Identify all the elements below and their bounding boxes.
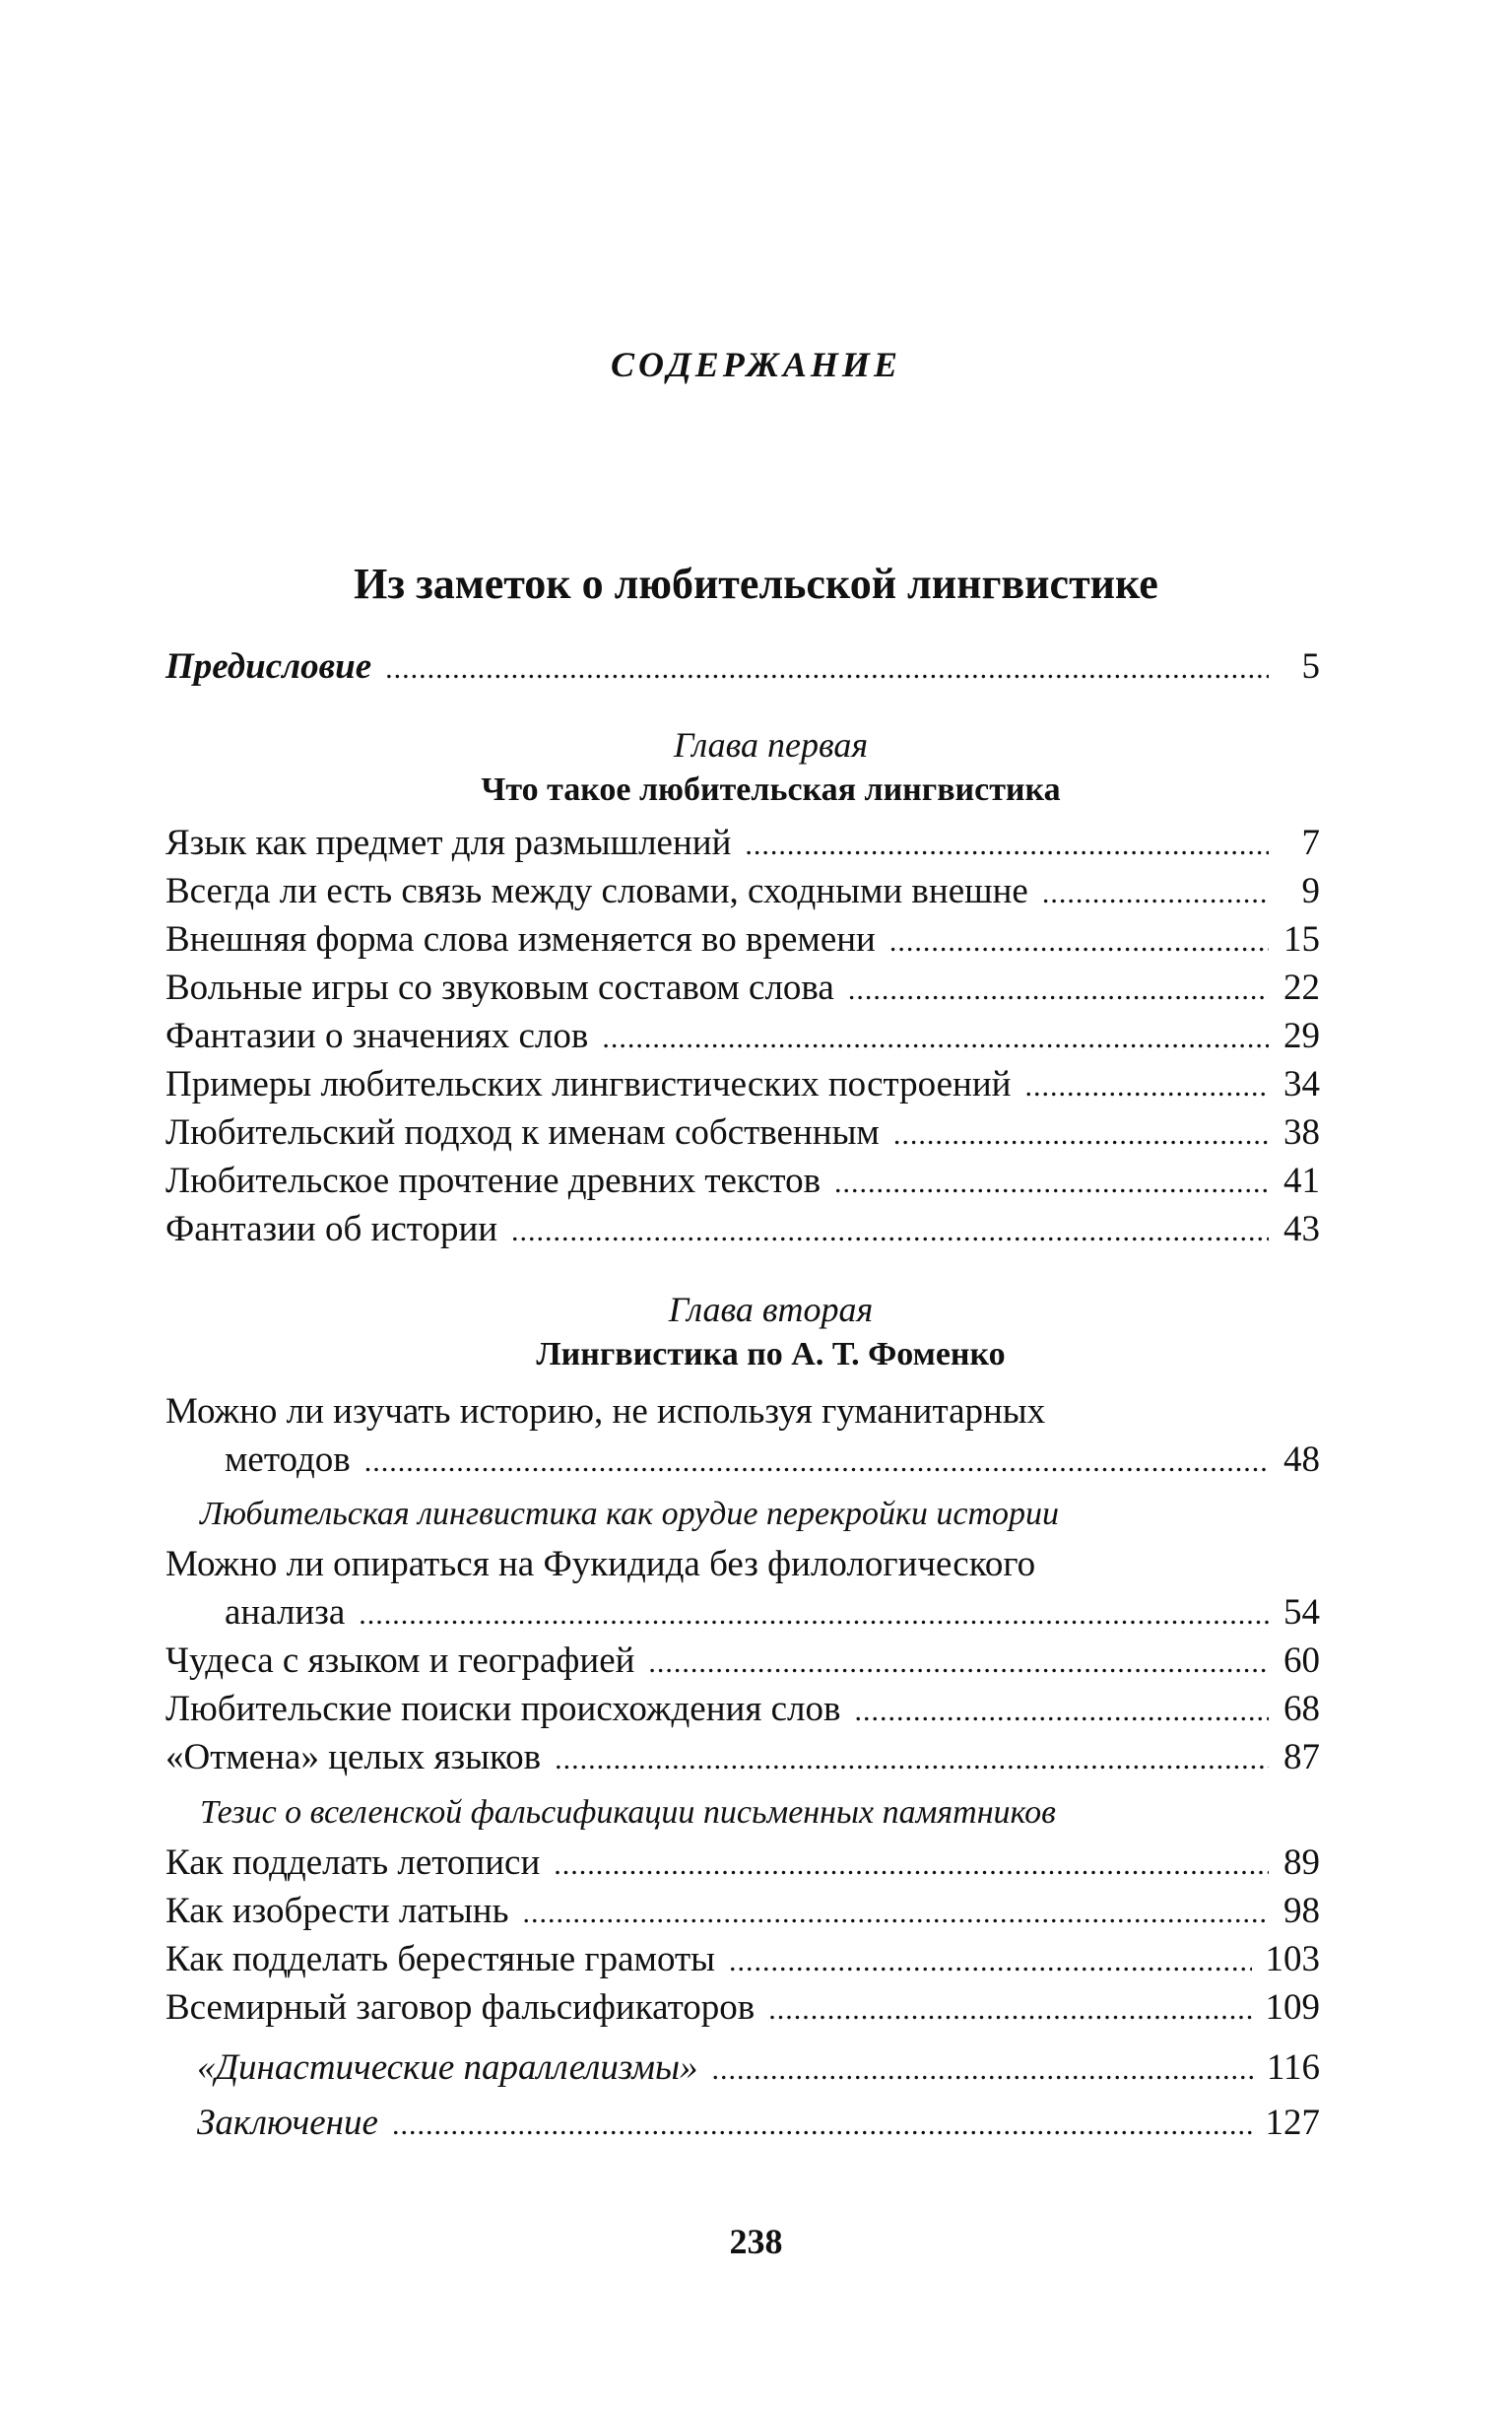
toc-entry-title: Примеры любительских лингвистических построений bbox=[165, 1064, 1012, 1104]
toc-entry-title-line-1: Можно ли опираться на Фукидида без филологического bbox=[165, 1544, 1036, 1584]
chapter-label: Глава первая bbox=[673, 725, 869, 765]
dot-leader bbox=[555, 1735, 1269, 1783]
toc-page-number: 60 bbox=[1283, 1640, 1320, 1681]
book-title: Из заметок о любительской лингвистике bbox=[354, 560, 1158, 608]
toc-page-number: 98 bbox=[1283, 1891, 1320, 1931]
toc-entry-title: Как подделать берестяные грамоты bbox=[165, 1939, 715, 1979]
toc-entry-title: Всегда ли есть связь между словами, сходными внешне bbox=[165, 871, 1028, 911]
toc-page-number: 41 bbox=[1283, 1161, 1320, 1201]
toc-entry-title: Как изобрести латынь bbox=[165, 1891, 509, 1931]
toc-page-number: 48 bbox=[1283, 1439, 1320, 1480]
dot-leader bbox=[712, 2045, 1253, 2094]
dot-leader bbox=[729, 1937, 1252, 1985]
dot-leader bbox=[893, 1110, 1269, 1159]
page-number: 238 bbox=[729, 2222, 783, 2261]
dot-leader bbox=[522, 1889, 1269, 1937]
dot-leader bbox=[511, 1207, 1269, 1255]
toc-page-number: 22 bbox=[1283, 968, 1320, 1008]
dot-leader bbox=[392, 2101, 1252, 2149]
toc-page-number: 116 bbox=[1266, 2047, 1320, 2088]
toc-entry[interactable] bbox=[165, 1637, 1320, 1685]
toc-entry-title: Вольные игры со звуковым составом слова bbox=[165, 968, 834, 1008]
toc-entry-title: Фантазии о значениях слов bbox=[165, 1016, 589, 1056]
toc-page-number: 29 bbox=[1283, 1016, 1320, 1056]
toc-entry-title: Как подделать летописи bbox=[165, 1842, 541, 1883]
toc-entry[interactable] bbox=[165, 1157, 1320, 1205]
section-heading: Любительская лингвистика как орудие перекройки истории bbox=[200, 1496, 1060, 1532]
dot-leader bbox=[848, 966, 1269, 1014]
dot-leader bbox=[364, 1438, 1269, 1486]
dot-leader bbox=[889, 917, 1269, 966]
toc-entry[interactable] bbox=[165, 1205, 1320, 1253]
toc-entry[interactable] bbox=[165, 1887, 1320, 1935]
toc-entry-title-line-1: Можно ли изучать историю, не используя гуманитарных bbox=[165, 1391, 1046, 1432]
toc-page-number: 38 bbox=[1283, 1112, 1320, 1153]
toc-entry[interactable] bbox=[165, 1012, 1320, 1060]
toc-page-number: 103 bbox=[1265, 1939, 1320, 1979]
toc-page-number: 68 bbox=[1283, 1689, 1320, 1729]
dot-leader bbox=[602, 1014, 1269, 1062]
toc-entry-title: Фантазии об истории bbox=[165, 1209, 498, 1249]
toc-entry-title: Язык как предмет для размышлений bbox=[165, 823, 732, 863]
toc-page-number: 5 bbox=[1301, 646, 1320, 687]
toc-entry-dynastic[interactable] bbox=[197, 2043, 1320, 2092]
toc-entry-title: Внешняя форма слова изменяется во времени bbox=[165, 919, 876, 960]
chapter-label: Глава вторая bbox=[668, 1290, 874, 1329]
chapter-2-heading bbox=[0, 1287, 1512, 1377]
toc-entry-title-line-2: анализа bbox=[225, 1592, 346, 1633]
chapter-1-heading bbox=[0, 722, 1512, 813]
toc-entry-thucydides[interactable] bbox=[165, 1540, 1320, 1637]
toc-page-number: 89 bbox=[1283, 1842, 1320, 1883]
toc-entry-conclusion[interactable] bbox=[197, 2099, 1320, 2147]
toc-page-number: 7 bbox=[1301, 823, 1320, 863]
toc-entry[interactable] bbox=[165, 867, 1320, 915]
dot-leader bbox=[854, 1687, 1269, 1735]
dot-leader bbox=[834, 1159, 1269, 1207]
toc-page-number: 9 bbox=[1301, 871, 1320, 911]
toc-entry[interactable] bbox=[165, 1839, 1320, 1887]
toc-entry-title: «Династические параллелизмы» bbox=[197, 2047, 698, 2088]
toc-page-number: 87 bbox=[1283, 1737, 1320, 1777]
dot-leader bbox=[745, 821, 1269, 869]
section-heading: Тезис о вселенской фальсификации письменных памятников bbox=[200, 1794, 1056, 1831]
dot-leader bbox=[768, 1985, 1251, 2034]
toc-page-number: 43 bbox=[1283, 1209, 1320, 1249]
section-2-entries bbox=[165, 1839, 1320, 2032]
toc-entry[interactable] bbox=[165, 1935, 1320, 1983]
toc-entry[interactable] bbox=[165, 1108, 1320, 1157]
toc-entry[interactable] bbox=[165, 1685, 1320, 1733]
toc-entry-title: «Отмена» целых языков bbox=[165, 1737, 542, 1777]
toc-entry[interactable] bbox=[165, 1060, 1320, 1108]
dot-leader bbox=[648, 1639, 1269, 1687]
chapter-1-entries bbox=[165, 819, 1320, 1253]
toc-entry-title: Любительские поиски происхождения слов bbox=[165, 1689, 841, 1729]
toc-entry-history-methods[interactable] bbox=[165, 1387, 1320, 1484]
toc-entry[interactable] bbox=[165, 1733, 1320, 1781]
toc-entry-title: Любительское прочтение древних текстов bbox=[165, 1161, 822, 1201]
toc-page-number: 15 bbox=[1283, 919, 1320, 960]
chapter-title: Что такое любительская лингвистика bbox=[481, 771, 1061, 808]
toc-entry-title: Всемирный заговор фальсификаторов bbox=[165, 1987, 756, 2028]
dot-leader bbox=[359, 1590, 1269, 1639]
section-1-entries bbox=[165, 1637, 1320, 1781]
toc-page-number: 109 bbox=[1265, 1987, 1320, 2028]
toc-entry-title: Чудеса с языком и географией bbox=[165, 1640, 635, 1681]
toc-entry-title-line-2: методов bbox=[225, 1439, 351, 1480]
toc-page-number: 127 bbox=[1265, 2103, 1320, 2143]
toc-entry[interactable] bbox=[165, 819, 1320, 867]
toc-entry-title: Предисловие bbox=[165, 646, 372, 687]
dot-leader bbox=[385, 644, 1269, 693]
toc-entry-preface[interactable] bbox=[165, 642, 1320, 691]
chapter-title: Лингвистика по А. Т. Фоменко bbox=[536, 1336, 1006, 1372]
toc-entry[interactable] bbox=[165, 915, 1320, 964]
toc-page-number: 54 bbox=[1283, 1592, 1320, 1633]
dot-leader bbox=[1042, 869, 1269, 917]
toc-entry-title: Любительский подход к именам собственным bbox=[165, 1112, 880, 1153]
toc-entry[interactable] bbox=[165, 964, 1320, 1012]
contents-heading: СОДЕРЖАНИЕ bbox=[611, 345, 901, 384]
toc-entry[interactable] bbox=[165, 1983, 1320, 2032]
toc-entry-title: Заключение bbox=[197, 2103, 378, 2143]
dot-leader bbox=[554, 1840, 1269, 1889]
toc-page-number: 34 bbox=[1283, 1064, 1320, 1104]
dot-leader bbox=[1024, 1062, 1269, 1110]
